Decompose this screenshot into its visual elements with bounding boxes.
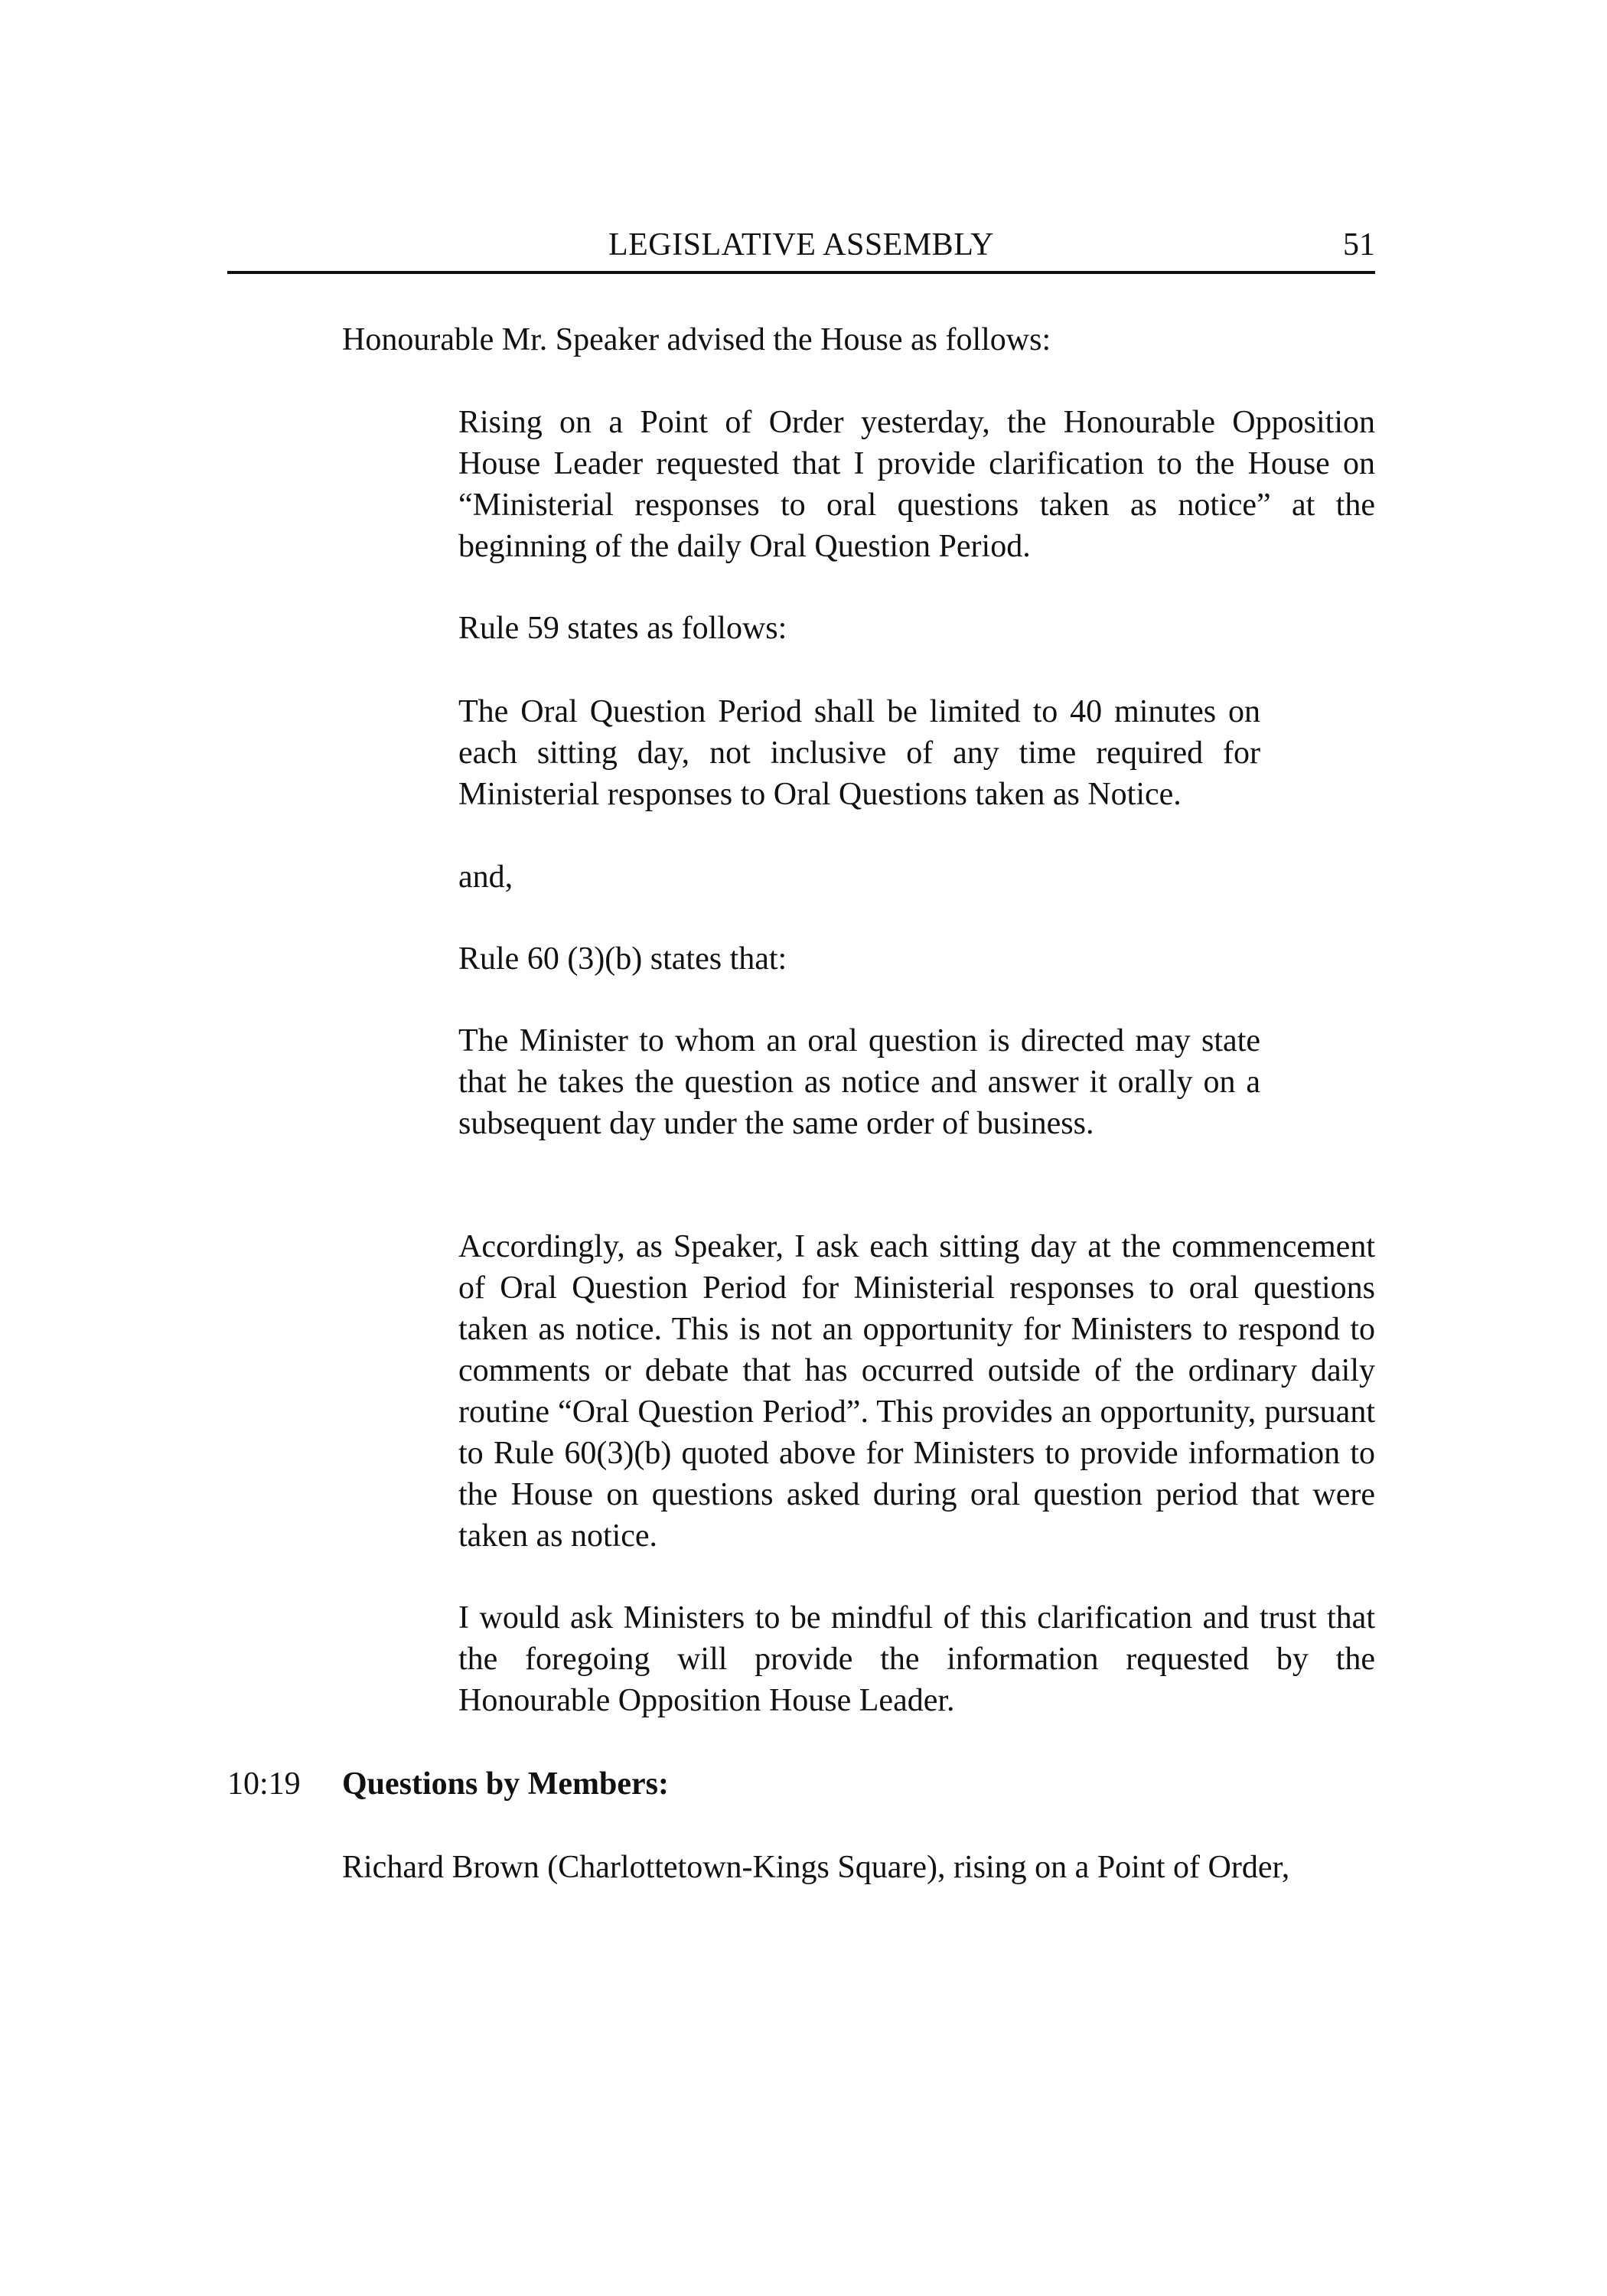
- paragraph-rule-59-intro: Rule 59 states as follows:: [458, 611, 787, 646]
- paragraph-richard-brown: Richard Brown (Charlottetown-Kings Square), rising on a Point of Order,: [342, 1850, 1290, 1885]
- page-number: 51: [1343, 227, 1375, 263]
- page-header: [227, 225, 1375, 274]
- header-title: LEGISLATIVE ASSEMBLY: [608, 227, 994, 263]
- paragraph-closing-request: I would ask Ministers to be mindful of this clarification and trust that the foregoing will provide the information requested by the Honourable Opposition House Leader.: [458, 1600, 1375, 1718]
- paragraph-and: and,: [458, 859, 513, 895]
- paragraph-rule-60-quote: The Minister to whom an oral question is directed may state that he takes the question as notice and answer it orally on a subsequent day under the same order of business.: [458, 1023, 1260, 1141]
- paragraph-accordingly: Accordingly, as Speaker, I ask each sitting day at the commencement of Oral Question Period for Ministerial responses to oral questions taken as notice. This is not an opportunity for Ministers to respond to comments or debate that has occurred outside of the ordinary daily routine “Oral Question Period”. This provides an opportunity, pursuant to Rule 60(3)(b) quoted above for Ministers to provide information to the House on questions asked during oral question period that were taken as notice.: [458, 1229, 1375, 1554]
- paragraph-rule-59-quote: The Oral Question Period shall be limited to 40 minutes on each sitting day, not inclusive of any time required for Ministerial responses to Oral Questions taken as Notice.: [458, 694, 1260, 812]
- paragraph-point-of-order: Rising on a Point of Order yesterday, the Honourable Opposition House Leader requested that I provide clarification to the House on “Ministerial responses to oral questions taken as notice” at the beginning of the daily Oral Question Period.: [458, 405, 1375, 564]
- intro-paragraph: Honourable Mr. Speaker advised the House as follows:: [342, 322, 1051, 357]
- paragraph-rule-60-intro: Rule 60 (3)(b) states that:: [458, 941, 787, 977]
- section-time: 10:19: [227, 1766, 301, 1802]
- section-heading: Questions by Members:: [342, 1766, 669, 1802]
